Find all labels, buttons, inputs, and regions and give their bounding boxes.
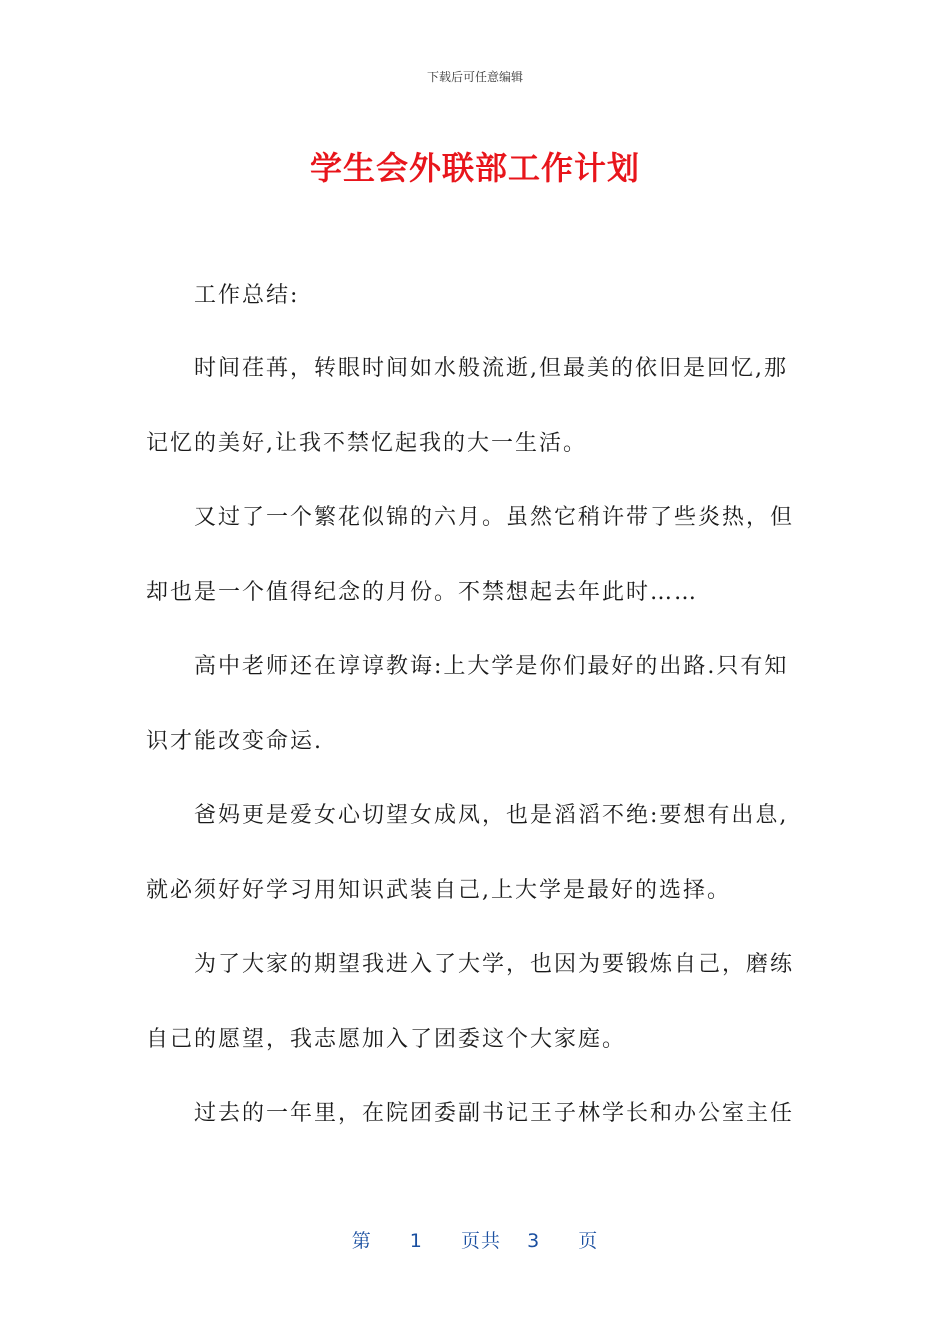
paragraph-line: 自己的愿望，我志愿加入了团委这个大家庭。 [146,1027,627,1052]
page-title: 学生会外联部工作计划 [309,149,640,187]
paragraph-line: 记忆的美好,让我不禁忆起我的大一生活。 [146,431,587,456]
footer-suffix: 页 [578,1230,599,1252]
paragraph-line: 工作总结: [194,283,300,308]
paragraph-line: 就必须好好学习用知识武装自己,上大学是最好的选择。 [146,878,731,903]
paragraph-line: 高中老师还在谆谆教诲:上大学是你们最好的出路.只有知 [194,654,789,679]
page-footer [0,1226,950,1253]
footer-total-pages: 3 [527,1230,541,1252]
paragraph-line: 却也是一个值得纪念的月份。不禁想起去年此时…… [146,580,699,605]
paragraph-line: 识才能改变命运. [146,729,323,754]
paragraph-line: 为了大家的期望我进入了大学，也因为要锻炼自己，磨练 [194,952,795,977]
paragraph-line: 又过了一个繁花似锦的六月。虽然它稍许带了些炎热，但 [194,505,795,530]
footer-prefix: 第 [351,1230,372,1252]
footer-page-number: 1 [409,1230,423,1252]
footer-middle: 页共 [460,1230,501,1252]
header-note: 下载后可任意编辑 [426,70,523,84]
paragraph-line: 过去的一年里，在院团委副书记王子林学长和办公室主任 [194,1101,795,1126]
paragraph-line: 爸妈更是爱女心切望女成凤，也是滔滔不绝:要想有出息, [194,803,789,828]
paragraph-line: 时间荏苒，转眼时间如水般流逝,但最美的依旧是回忆,那 [194,356,788,381]
